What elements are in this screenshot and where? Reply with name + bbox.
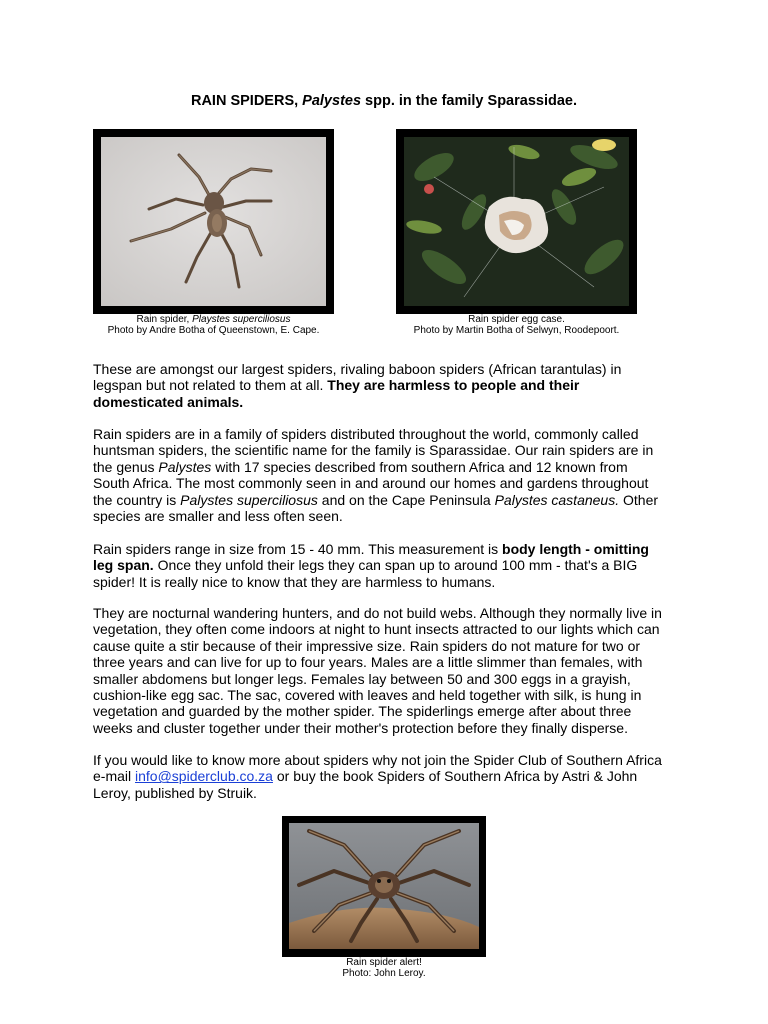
para4-line4: three years and can live for up to four years. Males are a little slimmer than females, with [93, 654, 643, 671]
photo1-caption [93, 314, 334, 336]
para4-line1: They are nocturnal wandering hunters, and do not build webs. Although they normally live in [93, 605, 662, 621]
title-part1: RAIN SPIDERS, [190, 93, 303, 109]
para2-line5 [93, 492, 683, 508]
para3-line3: spider! It is really nice to know that they are harmless to humans. [93, 573, 496, 590]
para5-line2b: or buy the book Spiders of Southern Africa by Astri & John [272, 768, 638, 785]
para1-line2 [93, 377, 683, 393]
page-title [0, 93, 768, 109]
para2-line3a: the genus [93, 458, 159, 475]
para2-line6: species are smaller and less often seen. [93, 508, 343, 525]
para2-line2: huntsman spiders, the scientific name for the family is Sparassidae. Our rain spiders are in [93, 442, 654, 459]
photo1-caption-prefix: Rain spider, [136, 314, 193, 325]
para2-line3c: with 17 species described from southern Africa and 12 known from [211, 458, 628, 475]
para2-line1: Rain spiders are in a family of spiders distributed throughout the world, commonly called [93, 426, 639, 442]
title-part3: spp. in the family Sparassidae. [361, 93, 577, 109]
para3-line2b: Once they unfold their legs they can span up to around 100 mm - that's a BIG [153, 557, 638, 574]
photo2-caption-text: Rain spider egg case. [468, 314, 565, 325]
photo2-credit: Photo by Martin Botha of Selwyn, Roodepoort. [413, 325, 620, 336]
egg-case-image [404, 137, 629, 306]
para1-line3: domesticated animals. [93, 393, 244, 410]
para1-line2-text: legspan but not related to them at all. [93, 377, 328, 394]
para4-line8: weeks and cluster together under their mother's protection before they finally disperse. [93, 719, 628, 736]
photo3-credit: Photo: John Leroy. [342, 968, 426, 979]
paragraph-intro [93, 361, 683, 410]
para2-line5c: and on the Cape Peninsula [317, 491, 495, 508]
para4-line5: smaller abdomens but longer legs. Females lay between 50 and 300 eggs in a grayish, [93, 670, 631, 687]
para4-line6: cushion-like egg sac. The sac, covered with leaves and held together with silk, is hung in [93, 687, 642, 704]
photo-rain-spider [93, 129, 334, 314]
para2-line5e: Other [619, 491, 659, 508]
para2-genus-italic: Palystes [158, 458, 212, 475]
para5-line2 [93, 768, 683, 784]
para4-line3: cause quite a stir because of their impressive size. Rain spiders do not mature for two or [93, 637, 641, 654]
para2-line5a: the country is [93, 491, 181, 508]
para3-leg-span-bold: leg span. [93, 557, 154, 574]
para3-line1a: Rain spiders range in size from 15 - 40 mm. This measurement is [93, 541, 503, 557]
para5-line3: Leroy, published by Struik. [93, 784, 257, 801]
rain-spider-image [101, 137, 326, 306]
paragraph-more-info [93, 752, 683, 801]
para5-line1: If you would like to know more about spiders why not join the Spider Club of Southern Africa [93, 752, 662, 768]
photo-rain-spider-alert [282, 816, 486, 957]
para3-line2 [93, 557, 683, 573]
para4-line2: vegetation, they often come indoors at night to hunt insects attracted to our lights which can [93, 621, 660, 638]
photo-egg-case [396, 129, 637, 314]
paragraph-family [93, 426, 683, 524]
photo2-caption [396, 314, 637, 336]
photo3-caption [282, 957, 486, 979]
paragraph-behaviour [93, 605, 683, 736]
para2-line4: South Africa. The most commonly seen in and around our homes and gardens throughout [93, 475, 649, 492]
para3-body-length-bold: body length - omitting [502, 541, 649, 557]
para1-line1: These are amongst our largest spiders, rivaling baboon spiders (African tarantulas) in [93, 361, 622, 377]
paragraph-size [93, 541, 683, 590]
spider-alert-image [289, 823, 479, 949]
photo1-caption-line [93, 314, 334, 325]
photo1-credit: Photo by Andre Botha of Queenstown, E. Cape. [107, 325, 320, 336]
para2-line3 [93, 459, 683, 475]
title-genus: Palystes [302, 93, 362, 109]
para2-species1-italic: Palystes superciliosus [180, 491, 318, 508]
para3-line1 [93, 541, 683, 557]
para2-species2-italic: Palystes castaneus. [494, 491, 620, 508]
para1-harmless-bold: They are harmless to people and their [327, 377, 580, 394]
email-link[interactable]: info@spiderclub.co.za [135, 768, 273, 785]
para5-line2a: e-mail [93, 768, 136, 785]
photo3-caption-text: Rain spider alert! [346, 957, 422, 968]
photo1-caption-species: Playstes superciliosus [192, 314, 291, 325]
para4-line7: vegetation and guarded by the mother spider. The spiderlings emerge after about three [93, 703, 632, 720]
